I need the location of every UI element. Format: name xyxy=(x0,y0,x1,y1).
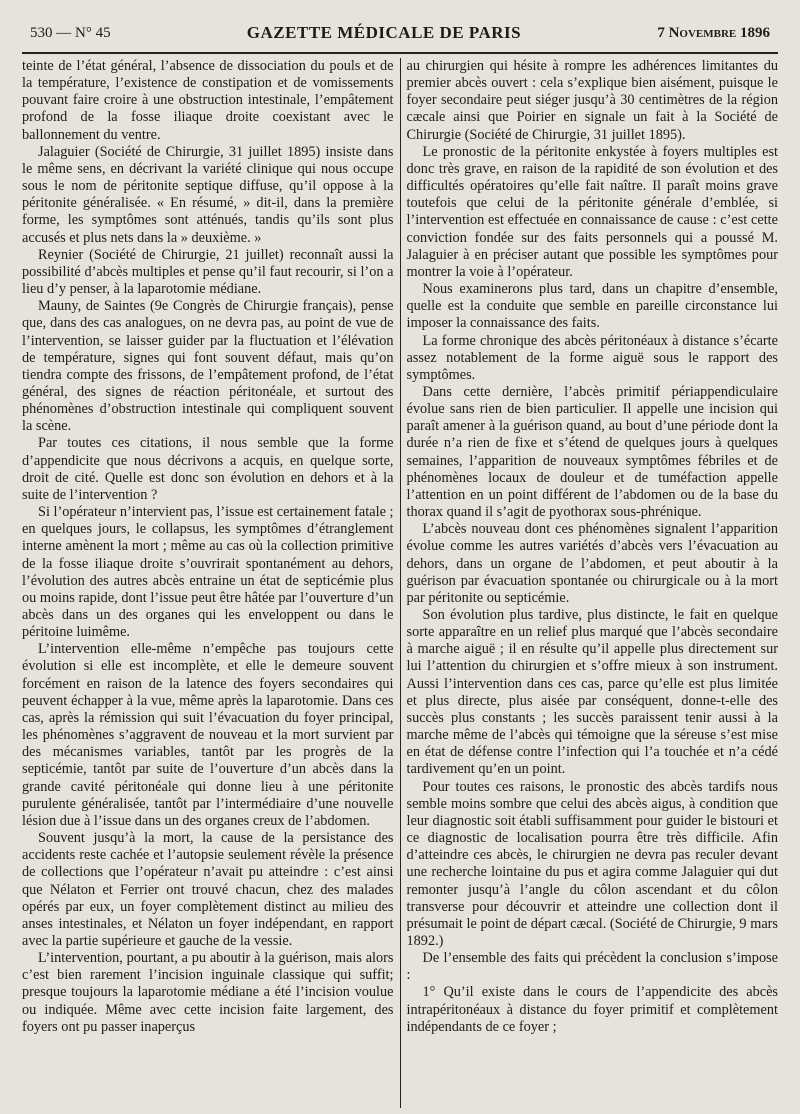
paragraph: De l’ensemble des faits qui précèdent la conclusion s’impose : xyxy=(406,950,778,984)
paragraph: 1° Qu’il existe dans le cours de l’appendicite des abcès intrapéritonéaux à distance du foyer primitif et complètement indépendants de ce foyer ; xyxy=(406,984,778,1035)
paragraph: Souvent jusqu’à la mort, la cause de la persistance des accidents reste cachée et l’autopsie seulement révèle la présence de collections que l’opérateur n’avait pu atteindre : c’est ainsi que Nélaton et Ferrier ont trouvé chacun, chez des malades opérés par eux, un foyer complètement distinct au milieu des anses intestinales, et Nélaton un foyer indépendant, en rapport avec la partie supérieure et gauche de la vessie. xyxy=(22,830,394,949)
page-number: 530 — N° 45 xyxy=(30,24,111,41)
left-column xyxy=(22,58,400,1108)
paragraph: La forme chronique des abcès péritonéaux à distance s’écarte assez notablement de la forme aiguë sous le rapport des symptômes. xyxy=(406,332,778,383)
paragraph: Le pronostic de la péritonite enkystée à foyers multiples est donc très grave, en raison de la rapidité de son évolution et des difficultés opératoires qu’elle fait naître. Il paraît moins grave toutefois que celui de la péritonite générale d’emblée, si l’intervention est effectuée en connaissance de cause : c’est cette conviction fondée sur des faits personnels qui a poussé M. Jalaguier à en préciser autant que possible les symptômes pour montrer la voie à l’opérateur. xyxy=(406,143,778,280)
paragraph: au chirurgien qui hésite à rompre les adhérences limitantes du premier abcès ouvert : cela s’explique bien aisément, puisque le foyer secondaire peut siéger jusqu’à 30 centimètres de la région cæcale ainsi que Poirier en signale un fait à la Société de Chirurgie (Société de Chirurgie, 31 juillet 1895). xyxy=(406,58,778,143)
journal-title: GAZETTE MÉDICALE DE PARIS xyxy=(246,23,522,42)
paragraph: Nous examinerons plus tard, dans un chapitre d’ensemble, quelle est la conduite que semble en pareille circonstance lui imposer la connaissance des faits. xyxy=(406,281,778,332)
issue-date: 7 Novembre 1896 xyxy=(657,24,770,41)
paragraph: L’abcès nouveau dont ces phénomènes signalent l’apparition évolue comme les autres variétés d’abcès vers l’évacuation au dehors, dans un organe de l’abdomen, et peut aboutir à la guérison par évacuation spontanée ou chirurgicale ou à la mort par péritonite ou septicémie. xyxy=(406,521,778,606)
right-column xyxy=(401,58,779,1108)
paragraph: teinte de l’état général, l’absence de dissociation du pouls et de la température, l’existence de constipation et de vomissements pouvant faire croire à une obstruction intestinale, l’empâtement profond de la fosse iliaque droite coexistant avec le ballonnement du ventre. xyxy=(22,58,394,143)
paragraph: L’intervention, pourtant, a pu aboutir à la guérison, mais alors c’est bien rarement l’incision inguinale classique qui suffit; presque toujours la laparotomie médiane a été l’incision voulue ou indiquée. Même avec cette incision faite largement, des foyers ont pu passer inaperçus xyxy=(22,950,394,1035)
article-body xyxy=(22,58,778,1108)
paragraph: L’intervention elle-même n’empêche pas toujours cette évolution si elle est incomplète, et elle le demeure souvent forcément en raison de la latence des foyers secondaires qui peuvent échapper à la vue, même après la laparotomie. Dans ces cas, après la rémission qui suit l’évacuation du foyer principal, les phénomènes s’aggravent de nouveau et la mort survient par des mécanismes variables, tantôt par les progrès de la septicémie, tantôt par suite de l’ouverture d’un abcès dans la grande cavité péritonéale qui donne lieu à une péritonite purulente généralisée, tantôt par l’intermédiaire d’une nouvelle lésion due à l’issue dans un des organes creux de l’abdomen. xyxy=(22,641,394,829)
paragraph: Mauny, de Saintes (9e Congrès de Chirurgie français), pense que, dans des cas analogues, on ne devra pas, au point de vue de l’intervention, se laisser guider par la fluctuation et l’élévation de température, signes qui font souvent défaut, mais qu’on tiendra compte des frissons, de l’empâtement profond, de l’état général, des signes de réaction péritonéale, et surtout des phénomènes d’obstruction intestinale qui compliquent souvent la scène. xyxy=(22,298,394,435)
paragraph: Reynier (Société de Chirurgie, 21 juillet) reconnaît aussi la possibilité d’abcès multiples et pense qu’il faut recourir, si l’on a lieu d’y penser, à la laparotomie médiane. xyxy=(22,246,394,298)
paragraph: Son évolution plus tardive, plus distincte, le fait en quelque sorte apparaître en un relief plus marqué que l’abcès secondaire à marche aiguë ; il en résulte qu’il appelle plus directement sur lui l’attention du chirurgien et s’offre mieux à son instrument. Aussi l’intervention dans ces cas, parce qu’elle est plus limitée et plus directe, plus aisée par conséquent, donne-t-elle des succès plus constants ; les succès paraissent tenir aussi à la marche même de l’abcès qui témoigne que la séreuse s’est mise en état de défense contre l’infection qui l’a touchée et n’a cédé tardivement qu’en un point. xyxy=(406,607,778,778)
paragraph: Pour toutes ces raisons, le pronostic des abcès tardifs nous semble moins sombre que celui des abcès aigus, à condition que leur diagnostic soit établi suffisamment pour guider le bistouri et ce diagnostic de localisation pourra être très difficile. Afin d’atteindre ces abcès, le chirurgien ne devra pas reculer devant une recherche lointaine du pus et agira comme Jalaguier qui dut remonter jusqu’à l’angle du côlon ascendant et du côlon transverse pour découvrir et atteindre une collection dont il présumait le point de départ cæcal. (Société de Chirurgie, 9 mars 1892.) xyxy=(406,778,778,949)
header-rule xyxy=(22,52,778,54)
paragraph: Si l’opérateur n’intervient pas, l’issue est certainement fatale ; en quelques jours, le collapsus, les symptômes d’étranglement interne amènent la mort ; même au cas où la collection primitive de la fosse iliaque droite s’ouvrirait spontanément au dehors, l’évolution des autres abcès entraine un état de septicémie plus ou moins rapide, dont l’issue peut être hâtée par l’ouverture d’un abcès dans un des organes qui les enveloppent ou dans le péritoine luimême. xyxy=(22,504,394,641)
paragraph: Dans cette dernière, l’abcès primitif périappendiculaire évolue sans rien de bien particulier. Il appelle une incision qui paraît amener à la guérison quand, au bout d’une période dont la durée n’a rien de fixe et s’étend de quelques jours à quelques semaines, l’apparition de nouveaux symptômes fébriles et de phénomènes locaux de douleur et de tuméfaction appelle l’attention en un point différent de l’abdomen ou de la base du thorax quand il s’agit de pyothorax sous-phrénique. xyxy=(406,383,778,521)
page-header xyxy=(30,18,770,48)
paragraph: Jalaguier (Société de Chirurgie, 31 juillet 1895) insiste dans le même sens, en décrivant la variété clinique qui nous occupe sous le nom de péritonite septique diffuse, qu’il oppose à la péritonite généralisée. « En résumé, » dit-il, dans la première forme, les symptômes sont atténués, tandis qu’ils sont plus accusés et plus nets dans la » deuxième. » xyxy=(22,143,394,246)
paragraph: Par toutes ces citations, il nous semble que la forme d’appendicite que nous décrivons a acquis, en quelque sorte, droit de cité. Quelle est donc son évolution en dehors et à la suite de l’intervention ? xyxy=(22,435,394,503)
